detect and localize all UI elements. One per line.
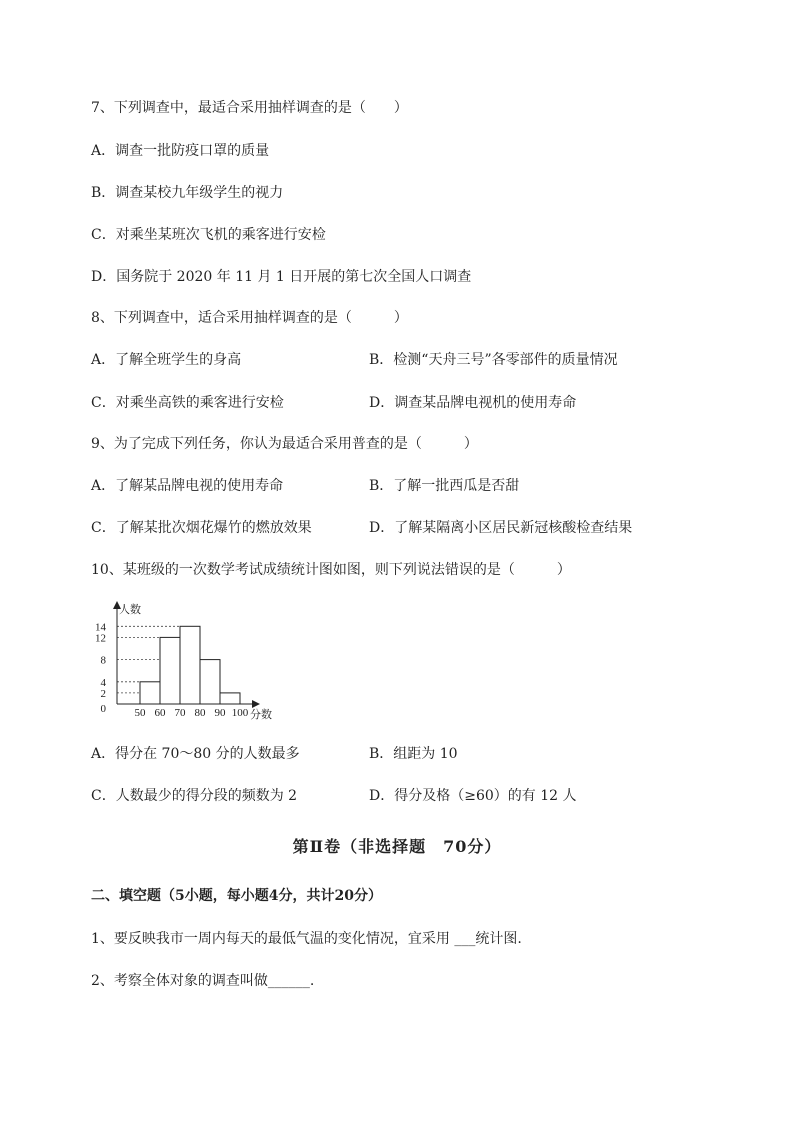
q9-option-d: D．了解某隔离小区居民新冠核酸检查结果 xyxy=(369,520,633,536)
q9-option-a: A．了解某品牌电视的使用寿命 xyxy=(91,478,284,494)
q8-stem: 8、下列调查中，适合采用抽样调查的是（ ） xyxy=(91,310,408,326)
y-tick-label: 4 xyxy=(100,676,106,689)
q10-option-a: A．得分在 70～80 分的人数最多 xyxy=(91,746,300,762)
x-tick-label: 100 xyxy=(231,707,249,719)
fill-q2: 2、考察全体对象的调查叫做______. xyxy=(91,973,315,989)
x-tick-label: 50 xyxy=(134,707,146,719)
q8-option-c: C．对乘坐高铁的乘客进行安检 xyxy=(91,395,284,411)
q9-option-c: C．了解某批次烟花爆竹的燃放效果 xyxy=(91,520,312,536)
y-tick-label: 0 xyxy=(100,703,106,715)
score-histogram xyxy=(88,600,288,722)
y-tick-label: 12 xyxy=(95,632,106,645)
q10-stem: 10、某班级的一次数学考试成绩统计图如图，则下列说法错误的是（ ） xyxy=(91,562,571,578)
q8-option-d: D．调查某品牌电视机的使用寿命 xyxy=(369,395,577,411)
q7-option-c: C．对乘坐某班次飞机的乘客进行安检 xyxy=(91,227,326,243)
y-tick-label: 14 xyxy=(95,621,106,634)
q10-option-b: B．组距为 10 xyxy=(369,746,458,762)
q8-option-b: B．检测“天舟三号”各零部件的质量情况 xyxy=(369,352,618,368)
q10-option-c: C．人数最少的得分段的频数为 2 xyxy=(91,788,298,804)
part2-title: 第Ⅱ卷（非选择题 70分） xyxy=(292,837,502,856)
histogram-bar-80-90 xyxy=(200,660,220,704)
x-tick-label: 70 xyxy=(174,707,186,719)
x-tick-label: 90 xyxy=(214,707,226,719)
q10-option-d: D．得分及格（≥60）的有 12 人 xyxy=(369,788,577,804)
q8-option-a: A．了解全班学生的身高 xyxy=(91,352,242,368)
histogram-bar-50-60 xyxy=(140,682,160,704)
x-tick-label: 60 xyxy=(154,707,166,719)
y-tick-label: 2 xyxy=(100,687,106,700)
histogram-bar-70-80 xyxy=(180,626,200,704)
y-tick-label: 8 xyxy=(100,654,106,667)
q7-option-b: B．调查某校九年级学生的视力 xyxy=(91,185,284,201)
histogram-bar-60-70 xyxy=(160,637,180,704)
y-axis-label: 人数 xyxy=(119,604,141,616)
histogram-bar-90-100 xyxy=(220,693,240,704)
x-axis-label: 分数 xyxy=(250,709,272,721)
q7-option-a: A．调查一批防疫口罩的质量 xyxy=(91,143,270,159)
fill-q1: 1、要反映我市一周内每天的最低气温的变化情况，宜采用 ___统计图. xyxy=(91,931,522,947)
x-tick-label: 80 xyxy=(194,707,206,719)
q9-option-b: B．了解一批西瓜是否甜 xyxy=(369,478,520,494)
q9-stem: 9、为了完成下列任务，你认为最适合采用普查的是（ ） xyxy=(91,436,478,452)
part2-heading: 二、填空题（5小题，每小题4分，共计20分） xyxy=(91,888,382,904)
q7-option-d: D．国务院于 2020 年 11 月 1 日开展的第七次全国人口调查 xyxy=(91,269,472,285)
q7-stem: 7、下列调查中，最适合采用抽样调查的是（ ） xyxy=(91,100,408,116)
